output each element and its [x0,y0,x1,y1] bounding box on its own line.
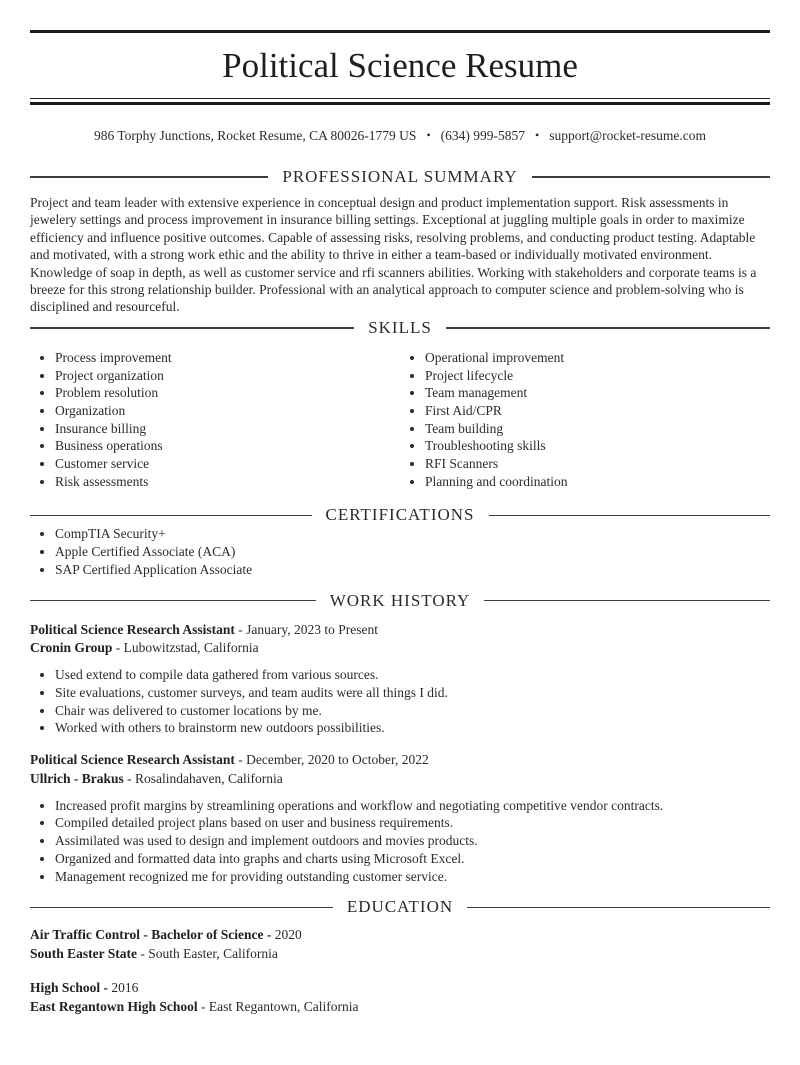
education-degree-line [30,926,770,945]
heading-rule-left [30,176,268,178]
job-entry [30,621,770,738]
dash-separator: - [103,980,109,996]
job-bullet-list [30,797,770,886]
job-title: Political Science Research Assistant [30,621,235,637]
page-title: Political Science Resume [222,45,578,85]
summary-paragraph: Project and team leader with extensive experience in conceptual design and product implementation support. Risk assessments in jewelery settings and process improvement in insurance billing settings. Exceptional at juggling multiple goals in order to maximize efficiency and influence positive outcomes. Capable of assessing risks, resolving problems, and conducting product testing. Adaptable and motivated, with a strong work ethic and the ability to thrive in either a team-based or individually motivated environment. Knowledge of soap in depth, as well as customer service and rfi scanners abilities. Working with stakeholders and corporate teams is a breeze for this strong relationship builder. Professional with an analytical approach to computer science and problem-solving who is disciplined and resourceful. [30,195,757,315]
contact-email: support@rocket-resume.com [549,128,706,143]
section-heading-professional-summary [30,167,770,187]
section-title-education: EDUCATION [346,897,454,917]
education-year: 2020 [274,927,302,943]
dash-separator: - [115,640,121,656]
education-entry [30,979,770,1016]
section-title-skills: SKILLS [368,317,432,337]
skill-item: • Problem resolution [55,384,400,402]
education-year: 2016 [111,980,139,996]
skill-item: • First Aid/CPR [425,402,770,420]
job-dates: December, 2020 to October, 2022 [246,752,429,768]
job-entry [30,751,770,885]
certification-item: • SAP Certified Application Associate [55,561,770,579]
skill-item: • Process improvement [55,349,400,367]
education-degree: High School [30,980,101,996]
heading-rule-right [484,600,770,602]
job-bullet: • Assimilated was used to design and implement outdoors and movies products. [55,832,770,850]
title-double-rule [30,98,770,106]
certifications-list [30,525,770,578]
job-bullet: • Management recognized me for providing outstanding customer service. [55,868,770,886]
contact-separator-dot: • [426,128,431,142]
dash-separator: - [140,945,145,961]
heading-rule-right [467,907,770,909]
job-bullet: • Chair was delivered to customer locations by me. [55,702,770,720]
skill-item: • Customer service [55,455,400,473]
section-title-work-history: WORK HISTORY [329,590,471,610]
dash-separator: - [266,927,272,943]
job-title: Political Science Research Assistant [30,752,235,768]
skill-item: • Insurance billing [55,420,400,438]
education-entry [30,926,770,963]
skill-item: • RFI Scanners [425,455,770,473]
dash-separator: - [127,770,132,786]
education-degree-line [30,979,770,998]
skill-item: • Organization [55,402,400,420]
skill-item: • Project lifecycle [425,367,770,385]
contact-line [30,126,770,145]
job-dates: January, 2023 to Present [246,621,378,637]
skill-item: • Team building [425,420,770,438]
heading-rule-right [446,327,770,329]
job-bullet: • Increased profit margins by streamlining operations and workflow and negotiating competitive vendor contracts. [55,797,770,815]
section-heading-education [30,897,770,917]
skills-columns [30,349,770,491]
job-company: Cronin Group [30,640,113,656]
skill-item: • Planning and coordination [425,473,770,491]
section-heading-work-history [30,591,770,611]
education-school: South Easter State [30,945,138,961]
job-title-line [30,621,770,640]
job-company-line [30,770,770,789]
heading-rule-left [30,327,354,329]
section-title-certifications: CERTIFICATIONS [325,505,475,525]
job-title-line [30,751,770,770]
job-company-line [30,639,770,658]
contact-address: 986 Torphy Junctions, Rocket Resume, CA 80026-1779 US [94,128,417,143]
job-bullet: • Worked with others to brainstorm new outdoors possibilities. [55,719,770,737]
heading-rule-right [489,515,771,517]
heading-rule-left [30,907,333,909]
education-location: South Easter, California [148,945,278,961]
certification-item: • CompTIA Security+ [55,525,770,543]
contact-phone: (634) 999-5857 [440,128,526,143]
title-rule-thick [30,102,770,106]
job-company: Ullrich - Brakus [30,770,124,786]
education-school-line [30,945,770,964]
skill-item: • Project organization [55,367,400,385]
section-title-professional-summary: PROFESSIONAL SUMMARY [282,167,518,186]
section-heading-certifications [30,505,770,525]
resume-page [0,30,800,1017]
skills-list-left [30,349,400,491]
skill-item: • Troubleshooting skills [425,437,770,455]
dash-separator: - [201,999,206,1015]
skill-item: • Business operations [55,437,400,455]
job-bullet: • Site evaluations, customer surveys, and team audits were all things I did. [55,684,770,702]
job-bullet-list [30,666,770,737]
education-degree: Air Traffic Control - Bachelor of Science [30,927,264,943]
education-location: East Regantown, California [208,999,359,1015]
education-school: East Regantown High School [30,999,198,1015]
education-school-line [30,998,770,1017]
dash-separator: - [238,752,243,768]
skill-item: • Operational improvement [425,349,770,367]
certification-item: • Apple Certified Associate (ACA) [55,543,770,561]
job-bullet: • Compiled detailed project plans based on user and business requirements. [55,814,770,832]
top-rule [30,30,770,33]
job-bullet: • Used extend to compile data gathered from various sources. [55,666,770,684]
section-heading-skills [30,318,770,338]
skill-item: • Risk assessments [55,473,400,491]
job-location: Rosalindahaven, California [135,770,283,786]
job-location: Lubowitzstad, California [123,640,259,656]
heading-rule-left [30,600,316,602]
skills-list-right [400,349,770,491]
job-bullet: • Organized and formatted data into graphs and charts using Microsoft Excel. [55,850,770,868]
heading-rule-left [30,515,312,517]
contact-separator-dot: • [535,128,540,142]
skill-item: • Team management [425,384,770,402]
heading-rule-right [532,176,770,178]
dash-separator: - [238,621,243,637]
